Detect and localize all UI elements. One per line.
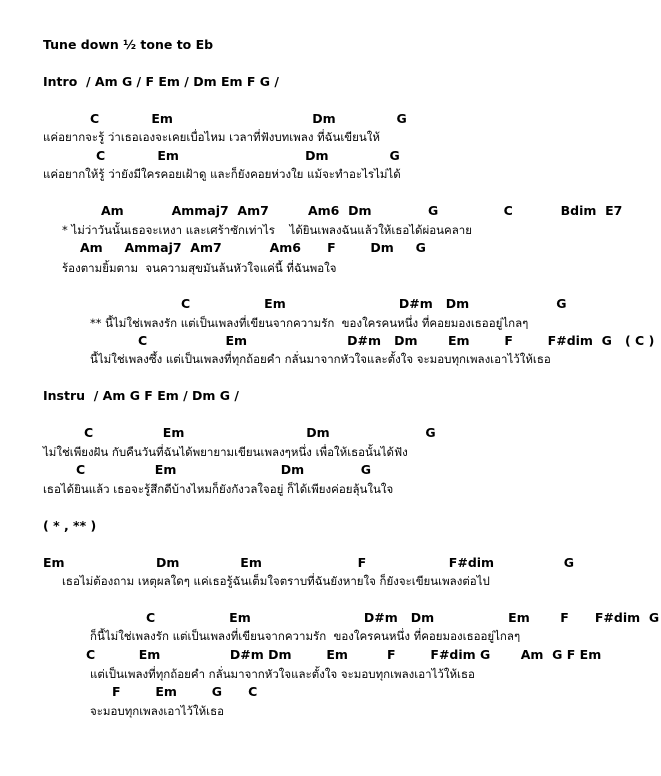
prechorus-lyric-2: ร้องตามยิ้มตาม จนความสุขมันล้นหัวใจแค่นี้ ที่ฉันพอใจ (62, 261, 337, 275)
outro-chords-1: C Em D#m Dm Em F F#dim G (146, 610, 660, 625)
verse1-lyric-1: แค่อยากจะรู้ ว่าเธอเองจะเคยเบื่อไหม เวลาที่ฟังบทเพลง ที่ฉันเขียนให้ (43, 130, 380, 144)
verse2-lyric-2: เธอได้ยินแล้ว เธอจะรู้สึกดีบ้างไหมก็ยังกังวลใจอยู่ ก็ได้เพียงค่อยลุ้นในใจ (43, 482, 394, 496)
chorus-lyric-1: ** นี้ไม่ใช่เพลงรัก แต่เป็นเพลงที่เขียนจากความรัก ของใครคนหนึ่ง ที่คอยมองเธออยู่ไกลๆ (90, 316, 529, 330)
verse1-lyric-2: แค่อยากให้รู้ ว่ายังมีใครคอยเฝ้าดู และก็ยังคอยห่วงใย แม้จะทำอะไรไม่ได้ (43, 167, 401, 181)
bridge-chords-1: Em Dm Em F F#dim G (43, 555, 574, 570)
verse1-chords-2: C Em Dm G (96, 148, 400, 163)
chorus-chords-1: C Em D#m Dm G (181, 296, 567, 311)
intro-line: Intro / Am G / F Em / Dm Em F G / (43, 74, 279, 89)
instru-line: Instru / Am G F Em / Dm G / (43, 388, 239, 403)
chorus-chords-2: C Em D#m Dm Em F F#dim G ( C ) (138, 333, 655, 348)
verse2-lyric-1: ไม่ใช่เพียงฝัน กับคืนวันที่ฉันได้พยายามเขียนเพลงๆหนึ่ง เพื่อให้เธอนั้นได้ฟัง (43, 445, 408, 459)
outro-chords-3: F Em G C (112, 684, 258, 699)
outro-lyric-3: จะมอบทุกเพลงเอาไว้ให้เธอ (90, 704, 225, 718)
repeat-marker: ( * , ** ) (43, 518, 97, 533)
prechorus-lyric-1: * ไม่ว่าวันนั้นเธอจะเหงา และเศร้าซักเท่าไร ได้ยินเพลงฉันแล้วให้เธอได้ผ่อนคลาย (62, 223, 472, 237)
outro-lyric-1: ก็นี้ไม่ใช่เพลงรัก แต่เป็นเพลงที่เขียนจากความรัก ของใครคนหนึ่ง ที่คอยมองเธออยู่ไกลๆ (90, 629, 521, 643)
tuning-note: Tune down ½ tone to Eb (43, 37, 214, 52)
outro-lyric-2: แต่เป็นเพลงที่ทุกถ้อยคำ กลั่นมาจากหัวใจและตั้งใจ จะมอบทุกเพลงเอาไว้ให้เธอ (90, 667, 475, 681)
verse2-chords-1: C Em Dm G (84, 425, 436, 440)
bridge-lyric-1: เธอไม่ต้องถาม เหตุผลใดๆ แค่เธอรู้ฉันเต็มใจตราบที่ฉันยังหายใจ ก็ยังจะเขียนเพลงต่อไป (62, 574, 490, 588)
verse2-chords-2: C Em Dm G (76, 462, 372, 477)
outro-chords-2: C Em D#m Dm Em F F#dim G Am G F Em (86, 647, 602, 662)
prechorus-chords-2: Am Ammaj7 Am7 Am6 F Dm G (80, 240, 426, 255)
verse1-chords-1: C Em Dm G (90, 111, 407, 126)
prechorus-chords-1: Am Ammaj7 Am7 Am6 Dm G C Bdim E7 (101, 203, 623, 218)
chorus-lyric-2: นี้ไม่ใช่เพลงซึ้ง แต่เป็นเพลงที่ทุกถ้อยคำ กลั่นมาจากหัวใจและตั้งใจ จะมอบทุกเพลงเอาไว้ให้เธอ (90, 352, 551, 366)
